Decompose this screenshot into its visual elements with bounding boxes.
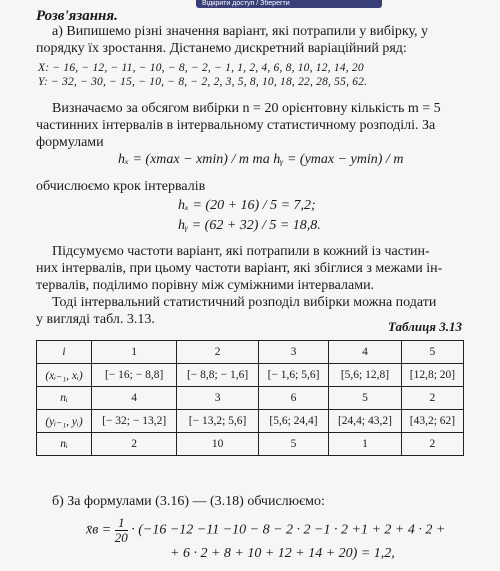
y-variants-row: Y: − 32, − 30, − 15, − 10, − 8, − 2, 2, 3, 5, 8, 10, 18, 22, 28, 55, 62. bbox=[38, 76, 368, 88]
table-cell: [12,8; 20] bbox=[401, 364, 463, 387]
para-3: обчислюємо крок інтервалів bbox=[36, 179, 206, 194]
para-5-line2: у вигляді табл. 3.13. bbox=[36, 312, 155, 327]
table-cell: (xᵢ₋₁, xᵢ) bbox=[37, 364, 92, 387]
para-a-line2: порядку їх зростання. Дістанемо дискретний варіаційний ряд: bbox=[36, 41, 407, 56]
table-cell: 2 bbox=[401, 387, 463, 410]
table-cell: 4 bbox=[329, 341, 402, 364]
table-row bbox=[37, 341, 464, 364]
table-cell: [− 13,2; 5,6] bbox=[177, 410, 259, 433]
table-cell: 5 bbox=[329, 387, 402, 410]
table-cell: 4 bbox=[92, 387, 177, 410]
para-2-line2: частинних інтервалів в інтервальному статистичному розподілі. За bbox=[36, 118, 436, 133]
table-cell: nᵢ bbox=[37, 387, 92, 410]
table-cell: 1 bbox=[92, 341, 177, 364]
table-row bbox=[37, 433, 464, 456]
table-row bbox=[37, 410, 464, 433]
table-cell: nᵢ bbox=[37, 433, 92, 456]
para-2-line3: формулами bbox=[36, 135, 104, 150]
table-cell: 6 bbox=[258, 387, 328, 410]
table-cell: [5,6; 24,4] bbox=[258, 410, 328, 433]
mean-terms-1: · (−16 −12 −11 −10 − 8 − 2 · 2 −1 · 2 +1 + 2 + 4 · 2 + bbox=[131, 522, 446, 538]
table-row bbox=[37, 387, 464, 410]
fraction-denominator: 20 bbox=[114, 530, 128, 545]
interval-distribution-table bbox=[36, 340, 464, 456]
top-toolbar-strip[interactable]: Відкрити доступ / Зберегти bbox=[196, 0, 382, 8]
table-cell: 5 bbox=[401, 341, 463, 364]
table-cell: [− 8,8; − 1,6] bbox=[177, 364, 259, 387]
interval-formula: hₓ = (xmax − xmin) / m та hᵧ = (ymax − ymin) / m bbox=[118, 152, 404, 167]
table-cell: 2 bbox=[401, 433, 463, 456]
table-cell: [− 16; − 8,8] bbox=[92, 364, 177, 387]
table-cell: 2 bbox=[177, 341, 259, 364]
para-4-line2: них інтервалів, при цьому частоти варіант, які збіглися з межами ін- bbox=[36, 261, 443, 276]
table-caption: Таблиця 3.13 bbox=[388, 319, 462, 334]
fraction bbox=[115, 516, 128, 545]
table-cell: 1 bbox=[329, 433, 402, 456]
hy-calc: hᵧ = (62 + 32) / 5 = 18,8. bbox=[178, 218, 321, 233]
table-cell: [− 32; − 13,2] bbox=[92, 410, 177, 433]
table-row bbox=[37, 364, 464, 387]
para-5-line1: Тоді інтервальний статистичний розподіл вибірки можна подати bbox=[52, 295, 437, 310]
mean-formula-line2: + 6 · 2 + 8 + 10 + 12 + 14 + 20) = 1,2, bbox=[170, 546, 395, 561]
solution-heading: Розв'язання. bbox=[36, 8, 118, 24]
table-cell: 2 bbox=[92, 433, 177, 456]
x-variants-row: X: − 16, − 12, − 11, − 10, − 8, − 2, − 1, 1, 2, 4, 6, 8, 10, 12, 14, 20 bbox=[38, 62, 364, 74]
mean-formula-line1 bbox=[86, 516, 445, 545]
para-2-line1: Визначаємо за обсягом вибірки n = 20 орієнтовну кількість m = 5 bbox=[52, 101, 441, 116]
hx-calc: hₓ = (20 + 16) / 5 = 7,2; bbox=[178, 198, 316, 213]
table-cell: [5,6; 12,8] bbox=[329, 364, 402, 387]
para-4-line1: Підсумуємо частоти варіант, які потрапили в кожний із частин- bbox=[52, 244, 430, 259]
table-cell: i bbox=[37, 341, 92, 364]
para-4-line3: тервалів, поділимо порівну між суміжними інтервалами. bbox=[36, 278, 375, 293]
mean-lhs: x̄в = bbox=[86, 522, 112, 538]
table-cell: (yᵢ₋₁, yᵢ) bbox=[37, 410, 92, 433]
table-cell: 5 bbox=[258, 433, 328, 456]
para-a-line1: а) Випишемо різні значення варіант, які потрапили у вибірку, у bbox=[52, 24, 429, 39]
fraction-numerator: 1 bbox=[115, 516, 128, 531]
table-cell: [24,4; 43,2] bbox=[329, 410, 402, 433]
table-cell: 3 bbox=[258, 341, 328, 364]
table-cell: [− 1,6; 5,6] bbox=[258, 364, 328, 387]
para-b: б) За формулами (3.16) — (3.18) обчислюємо: bbox=[52, 494, 325, 509]
table-cell: [43,2; 62] bbox=[401, 410, 463, 433]
table-cell: 3 bbox=[177, 387, 259, 410]
table-cell: 10 bbox=[177, 433, 259, 456]
